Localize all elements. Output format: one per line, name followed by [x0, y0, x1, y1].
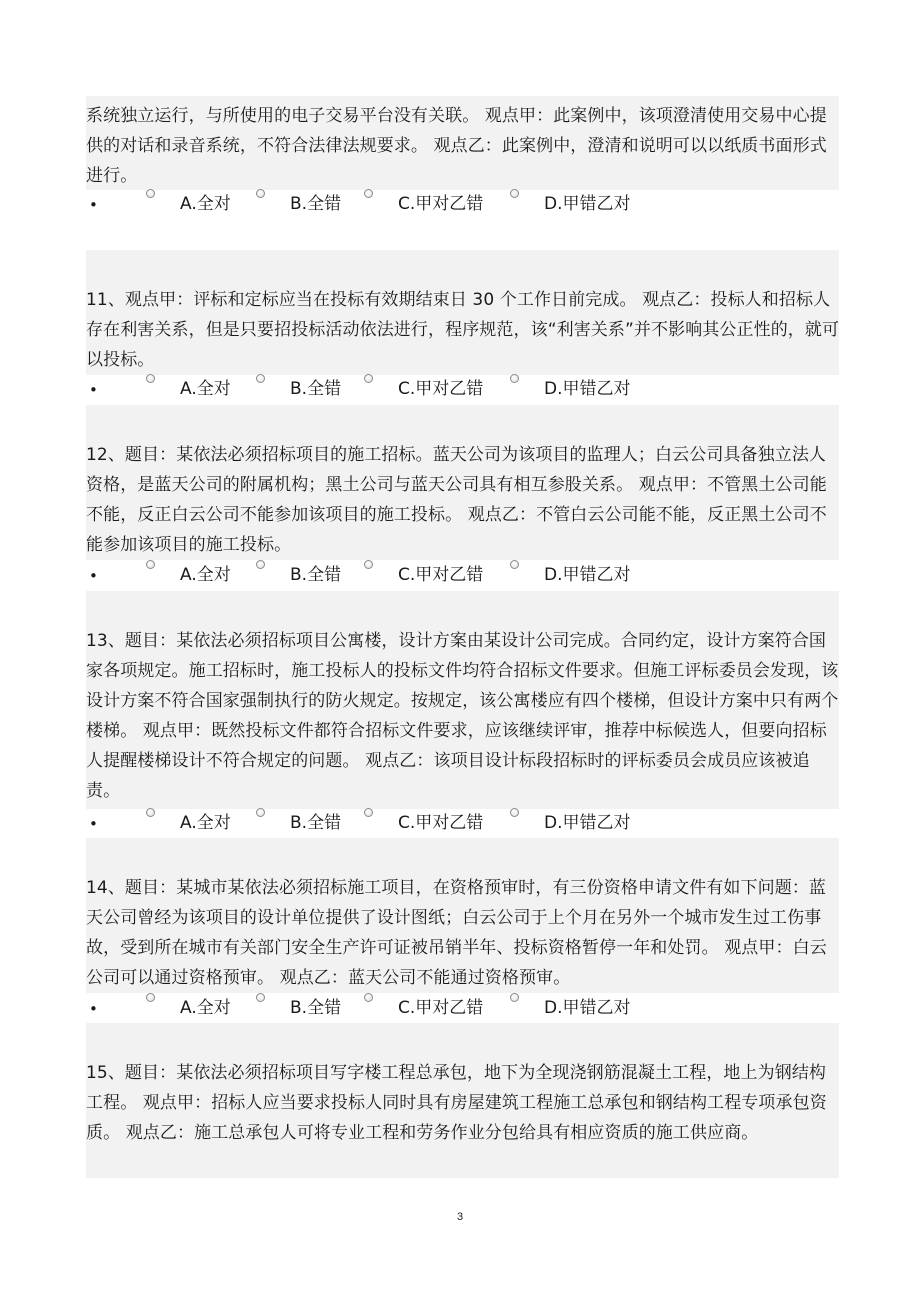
option-label-d: D.甲错乙对 [544, 379, 631, 399]
option-label-a: A.全对 [180, 998, 231, 1018]
radio-option-c[interactable] [364, 374, 373, 383]
radio-option-a[interactable] [146, 374, 155, 383]
option-label-d: D.甲错乙对 [544, 565, 631, 585]
answer-options [86, 809, 846, 839]
option-label-b: B.全错 [290, 813, 342, 833]
question-text: 11、观点甲：评标和定标应当在投标有效期结束日 30 个工作日前完成。 观点乙：投标人和招标人存在利害关系，但是只要招投标活动依法进行，程序规范，该“利害关系”并不影响其公正性的，就可以投标。 [86, 290, 840, 370]
question-text: 15、题目：某依法必须招标项目写字楼工程总承包，地下为全现浇钢筋混凝土工程，地上为钢结构工程。 观点甲：招标人应当要求投标人同时具有房屋建筑工程施工总承包和钢结构工程专项承包资质。 观点乙：施工总承包人可将专业工程和劳务作业分包给具有相应资质的施工供应商。 [86, 1063, 827, 1143]
option-label-a: A.全对 [180, 565, 231, 585]
list-bullet: • [89, 1000, 98, 1018]
radio-option-a[interactable] [146, 993, 155, 1002]
question-text: 14、题目：某城市某依法必须招标施工项目，在资格预审时，有三份资格申请文件有如下问题：蓝天公司曾经为该项目的设计单位提供了设计图纸；白云公司于上个月在另外一个城市发生过工伤事故，受到所在城市有关部门安全生产许可证被吊销半年、投标资格暂停一年和处罚。 观点甲：白云公司可以通过资格预审。 观点乙：蓝天公司不能通过资格预审。 [86, 878, 827, 988]
option-label-b: B.全错 [290, 379, 342, 399]
answer-options [86, 994, 846, 1024]
radio-option-b[interactable] [256, 374, 265, 383]
page-number: 3 [456, 1211, 464, 1223]
radio-option-a[interactable] [146, 560, 155, 569]
option-label-c: C.甲对乙错 [398, 813, 484, 833]
radio-option-b[interactable] [256, 560, 265, 569]
radio-option-c[interactable] [364, 808, 373, 817]
radio-option-c[interactable] [364, 993, 373, 1002]
option-label-a: A.全对 [180, 813, 231, 833]
radio-option-d[interactable] [510, 374, 519, 383]
option-label-b: B.全错 [290, 998, 342, 1018]
radio-option-a[interactable] [146, 189, 155, 198]
option-label-c: C.甲对乙错 [398, 565, 484, 585]
option-label-c: C.甲对乙错 [398, 194, 484, 214]
list-bullet: • [89, 567, 98, 585]
radio-option-b[interactable] [256, 808, 265, 817]
question-text: 13、题目：某依法必须招标项目公寓楼，设计方案由某设计公司完成。合同约定，设计方案符合国家各项规定。施工招标时，施工投标人的投标文件均符合招标文件要求。但施工评标委员会发现，该设计方案不符合国家强制执行的防火规定。按规定，该公寓楼应有四个楼梯，但设计方案中只有两个楼梯。 观点甲：既然投标文件都符合招标文件要求，应该继续评审，推荐中标候选人，但要向招标人提醒楼梯设计不符合规定的问题。 观点乙：该项目设计标段招标时的评标委员会成员应该被追责。 [86, 631, 839, 801]
option-label-b: B.全错 [290, 194, 342, 214]
answer-options [86, 190, 846, 220]
option-label-b: B.全错 [290, 565, 342, 585]
list-bullet: • [89, 381, 98, 399]
radio-option-d[interactable] [510, 993, 519, 1002]
radio-option-d[interactable] [510, 189, 519, 198]
option-label-d: D.甲错乙对 [544, 813, 631, 833]
radio-option-d[interactable] [510, 808, 519, 817]
answer-options [86, 375, 846, 405]
radio-option-b[interactable] [256, 189, 265, 198]
option-label-a: A.全对 [180, 194, 231, 214]
question-text: 12、题目：某依法必须招标项目的施工招标。蓝天公司为该项目的监理人；白云公司具备独立法人资格，是蓝天公司的附属机构；黑土公司与蓝天公司具有相互参股关系。 观点甲：不管黑土公司能不能，反正白云公司不能参加该项目的施工投标。 观点乙：不管白云公司能不能，反正黑土公司不能参加该项目的施工投标。 [86, 445, 827, 555]
radio-option-c[interactable] [364, 189, 373, 198]
option-label-a: A.全对 [180, 379, 231, 399]
option-label-d: D.甲错乙对 [544, 194, 631, 214]
answer-options [86, 561, 846, 591]
list-bullet: • [89, 196, 98, 214]
option-label-d: D.甲错乙对 [544, 998, 631, 1018]
radio-option-b[interactable] [256, 993, 265, 1002]
list-bullet: • [89, 815, 98, 833]
question-text: 系统独立运行，与所使用的电子交易平台没有关联。 观点甲：此案例中，该项澄清使用交易中心提供的对话和录音系统，不符合法律法规要求。 观点乙：此案例中，澄清和说明可以以纸质书面形式进行。 [86, 106, 827, 186]
radio-option-a[interactable] [146, 808, 155, 817]
option-label-c: C.甲对乙错 [398, 998, 484, 1018]
radio-option-d[interactable] [510, 560, 519, 569]
radio-option-c[interactable] [364, 560, 373, 569]
option-label-c: C.甲对乙错 [398, 379, 484, 399]
